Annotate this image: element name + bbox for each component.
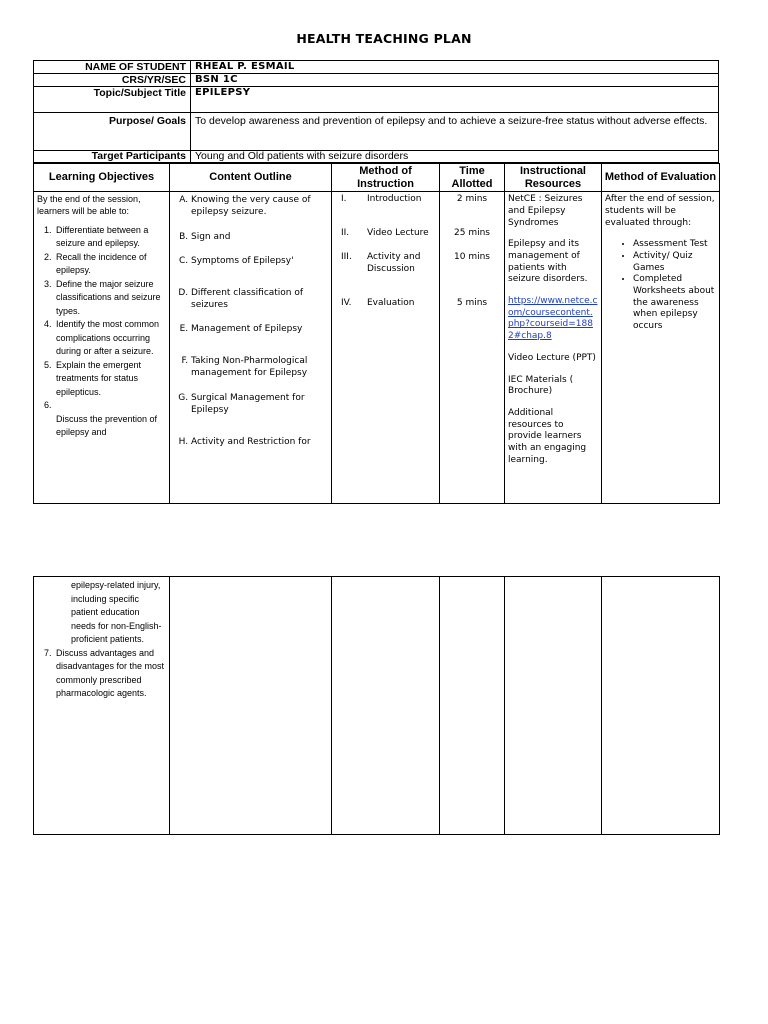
time-value: 5 mins (456, 298, 488, 309)
evaluation-item: • Activity/ Quiz Games (633, 251, 716, 274)
empty-cell (505, 577, 602, 835)
method-label: Activity and Discussion (367, 252, 421, 274)
empty-cell (602, 577, 720, 835)
method-row (335, 252, 436, 298)
content-outline-cell (170, 192, 332, 504)
objective-item: 5. Explain the emergent treatments for status epilepticus. (54, 359, 166, 400)
student-name-label: NAME OF STUDENT (34, 61, 191, 74)
objectives-cell (34, 192, 170, 504)
evaluation-intro: After the end of session, students will be evaluated through: (605, 194, 715, 228)
header-time-allotted: Time Allotted (440, 164, 505, 192)
teaching-plan-table-continued (33, 576, 720, 835)
content-outline-list (173, 194, 328, 448)
crs-label: CRS/YR/SEC (34, 74, 191, 87)
method-row (335, 194, 436, 228)
header-method-instruction: Method of Instruction (332, 164, 440, 192)
resource-text: Video Lecture (PPT) (508, 352, 596, 363)
objective-item (54, 399, 166, 440)
resource-text: IEC Materials ( Brochure) (508, 374, 574, 397)
header-instructional-resources: Instructional Resources (505, 164, 602, 192)
purpose-label: Purpose/ Goals (34, 113, 191, 151)
header-method-evaluation: Method of Evaluation (602, 164, 720, 192)
outline-item: G. Surgical Management for Epilepsy (191, 392, 328, 416)
header-learning-objectives: Learning Objectives (34, 164, 170, 192)
method-num: IV. (341, 298, 352, 309)
time-value: 25 mins (454, 228, 490, 239)
topic-label: Topic/Subject Title (34, 87, 191, 113)
objective-item: 7. Discuss advantages and disadvantages for the most commonly prescribed pharmacologic agents. (54, 647, 166, 701)
outline-item: E. Management of Epilepsy (191, 323, 328, 335)
objectives-list-continued (37, 647, 166, 701)
time-value: 2 mins (456, 194, 488, 205)
objective-item: 3. Define the major seizure classifications and seizure types. (54, 278, 166, 319)
page-title: HEALTH TEACHING PLAN (296, 31, 472, 46)
method-num: III. (341, 252, 352, 263)
method-row (335, 298, 436, 310)
empty-cell (332, 577, 440, 835)
outline-item: H. Activity and Restriction for (191, 436, 328, 448)
student-info-table (33, 60, 719, 163)
resource-text: NetCE : Seizures and Epilepsy Syndromes (508, 194, 583, 228)
empty-cell (440, 577, 505, 835)
time-value: 10 mins (454, 252, 490, 263)
target-label: Target Participants (34, 151, 191, 163)
time-cell (440, 192, 505, 504)
objective-item: 2. Recall the incidence of epilepsy. (54, 251, 166, 278)
method-row (335, 228, 436, 252)
topic-value: EPILEPSY (191, 87, 719, 113)
evaluation-item: • Assessment Test (633, 239, 716, 251)
objectives-continued-cell (34, 577, 170, 835)
empty-cell (170, 577, 332, 835)
evaluation-cell (602, 192, 720, 504)
crs-value: BSN 1C (191, 74, 719, 87)
objective-item: 4. Identify the most common complications occurring during or after a seizure. (54, 318, 166, 359)
resources-cell (505, 192, 602, 504)
outline-item: B. Sign and (191, 231, 328, 243)
objective-item-text: Discuss the prevention of epilepsy and (56, 413, 158, 438)
method-label: Introduction (367, 194, 422, 205)
teaching-plan-table (33, 163, 720, 504)
resource-text: Epilepsy and its management of patients with seizure disorders. (508, 239, 588, 285)
objectives-list (37, 224, 166, 440)
outline-item: C. Symptoms of Epilepsy' (191, 255, 328, 267)
method-label: Evaluation (367, 298, 415, 309)
student-name-value: RHEAL P. ESMAIL (191, 61, 719, 74)
outline-item: A. Knowing the very cause of epilepsy seizure. (191, 194, 328, 218)
evaluation-item: • Completed Worksheets about the awareness when epilepsy occurs (633, 274, 716, 332)
objective-continuation: epilepsy-related injury, including specific patient education needs for non-English-proficient patients. (71, 580, 162, 644)
method-label: Video Lecture (367, 228, 429, 239)
outline-item: D. Different classification of seizures (191, 287, 328, 311)
evaluation-list (605, 239, 716, 333)
method-num: I. (341, 194, 347, 205)
method-num: II. (341, 228, 350, 239)
method-cell (332, 192, 440, 504)
resource-text: Additional resources to provide learners with an engaging learning. (508, 407, 587, 465)
target-value: Young and Old patients with seizure disorders (191, 151, 719, 163)
header-content-outline: Content Outline (170, 164, 332, 192)
purpose-value: To develop awareness and prevention of epilepsy and to achieve a seizure-free status without adverse effects. (191, 113, 719, 151)
resource-link[interactable]: https://www.netce.com/coursecontent.php?courseid=1882#chap.8 (508, 296, 598, 342)
objectives-intro: By the end of the session, learners will be able to: (37, 194, 141, 216)
objective-item: 1. Differentiate between a seizure and epilepsy. (54, 224, 166, 251)
outline-item: F. Taking Non-Pharmological management for Epilepsy (191, 355, 328, 379)
